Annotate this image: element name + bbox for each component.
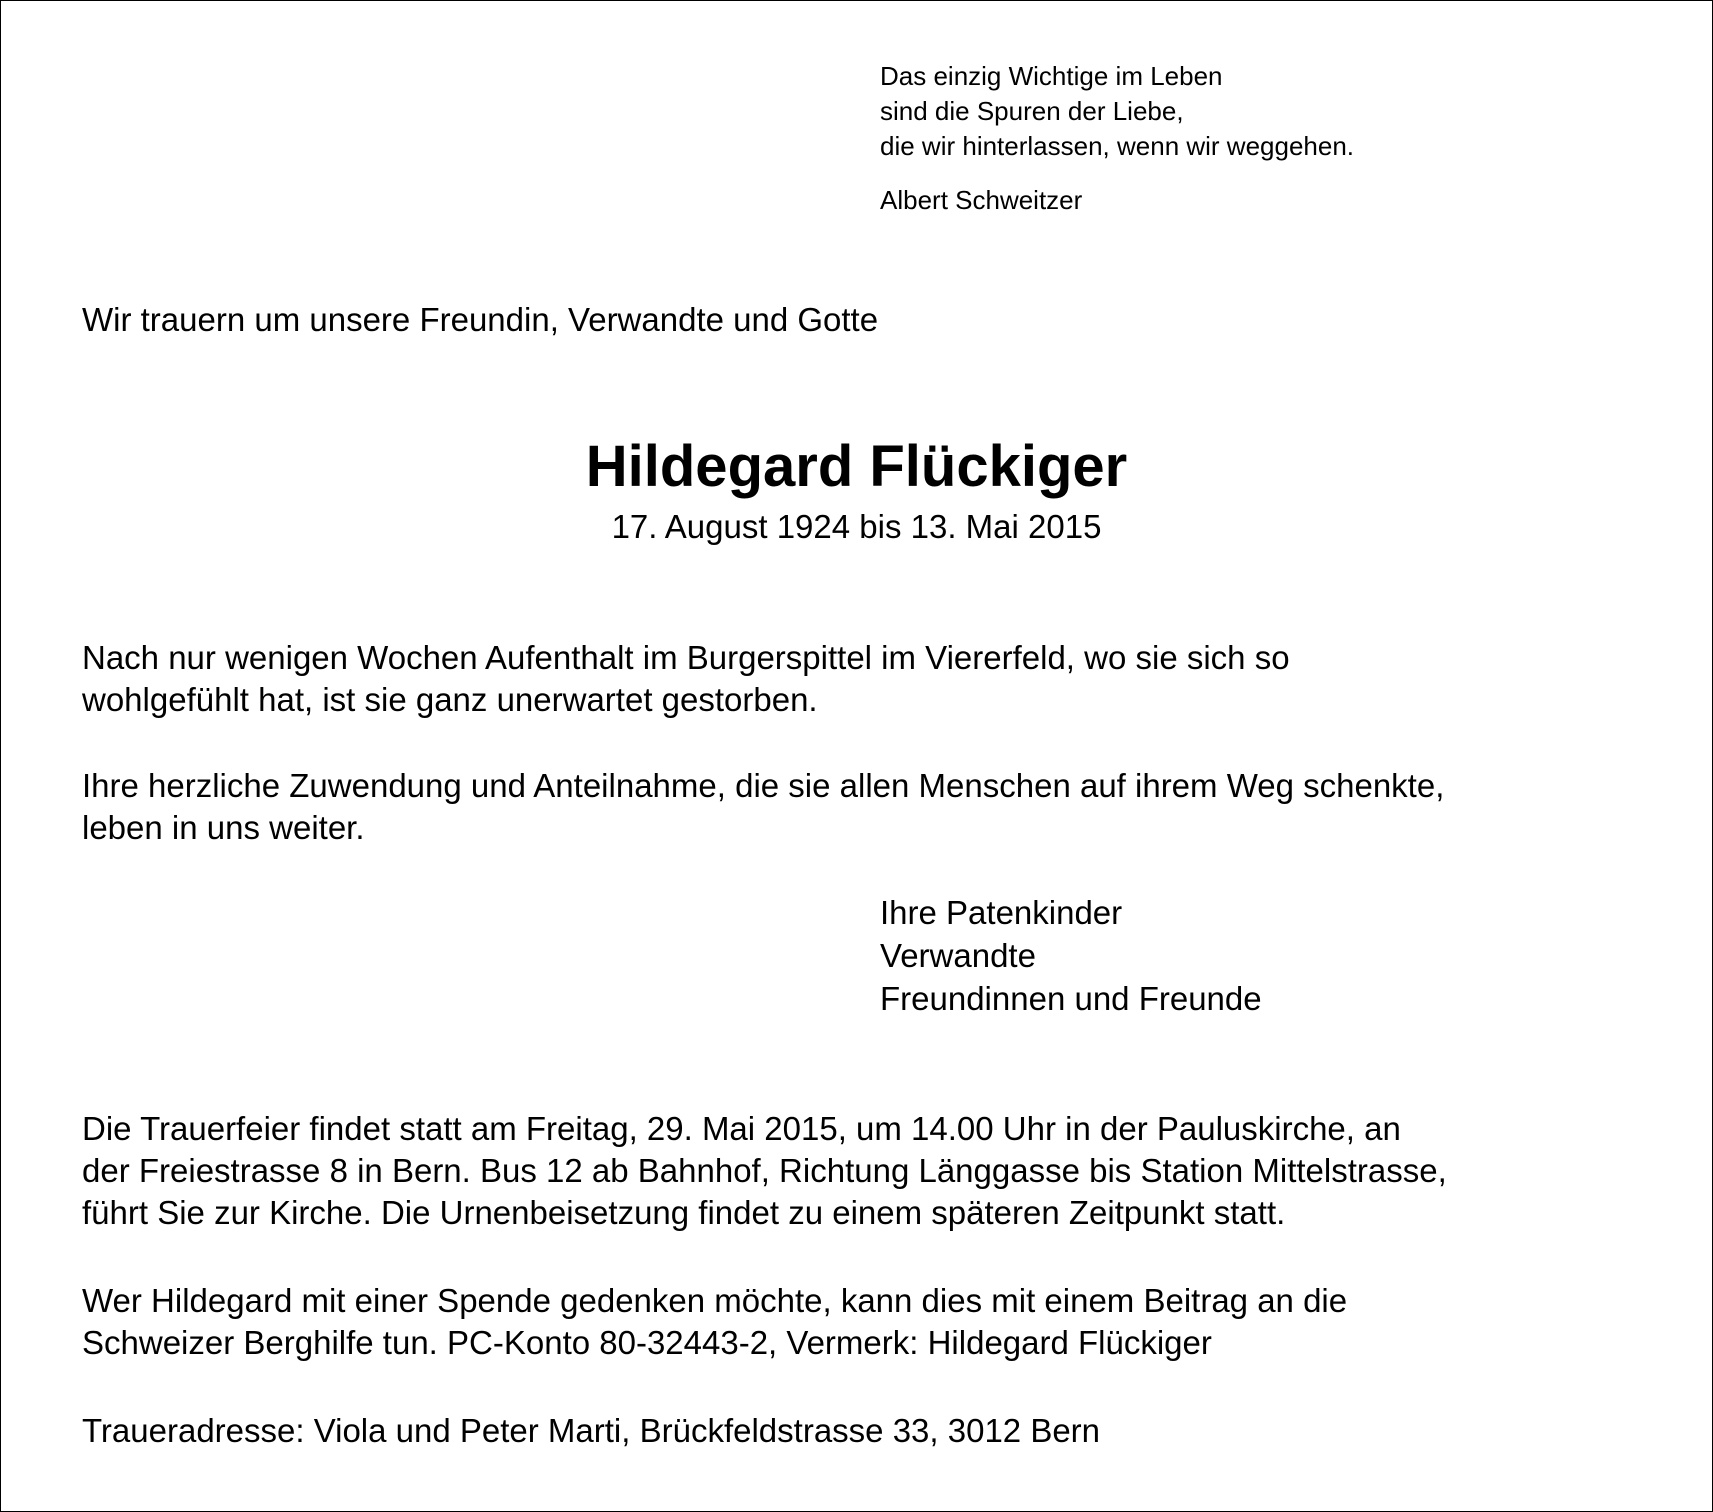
paragraph1-line-2: wohlgefühlt hat, ist sie ganz unerwartet gestorben. (82, 681, 818, 718)
quote-line-2: sind die Spuren der Liebe, (880, 96, 1184, 126)
paragraph2-line-1: Ihre herzliche Zuwendung und Anteilnahme, die sie allen Menschen auf ihrem Weg schenkte, (82, 767, 1445, 804)
life-dates: 17. August 1924 bis 13. Mai 2015 (611, 508, 1102, 545)
ceremony-line-2: der Freiestrasse 8 in Bern. Bus 12 ab Bahnhof, Richtung Länggasse bis Station Mittelstrasse, (82, 1152, 1447, 1189)
quote-author: Albert Schweitzer (880, 185, 1083, 215)
signatory-2: Verwandte (880, 937, 1036, 974)
paragraph2-line-2: leben in uns weiter. (82, 809, 365, 846)
mourning-address: Traueradresse: Viola und Peter Marti, Brückfeldstrasse 33, 3012 Bern (82, 1412, 1101, 1449)
donation-line-2: Schweizer Berghilfe tun. PC-Konto 80-32443-2, Vermerk: Hildegard Flückiger (82, 1324, 1212, 1361)
deceased-name: Hildegard Flückiger (585, 434, 1128, 499)
donation-line-1: Wer Hildegard mit einer Spende gedenken möchte, kann dies mit einem Beitrag an die (82, 1282, 1348, 1319)
signatory-3: Freundinnen und Freunde (880, 980, 1262, 1017)
quote-line-1: Das einzig Wichtige im Leben (880, 61, 1223, 91)
ceremony-line-3: führt Sie zur Kirche. Die Urnenbeisetzung findet zu einem späteren Zeitpunkt statt. (82, 1194, 1286, 1231)
intro-text: Wir trauern um unsere Freundin, Verwandte und Gotte (82, 301, 879, 338)
ceremony-line-1: Die Trauerfeier findet statt am Freitag, 29. Mai 2015, um 14.00 Uhr in der Pauluskirche, an (82, 1110, 1401, 1147)
paragraph1-line-1: Nach nur wenigen Wochen Aufenthalt im Burgerspittel im Viererfeld, wo sie sich so (82, 639, 1290, 676)
quote-line-3: die wir hinterlassen, wenn wir weggehen. (880, 131, 1355, 161)
signatory-1: Ihre Patenkinder (880, 894, 1123, 931)
